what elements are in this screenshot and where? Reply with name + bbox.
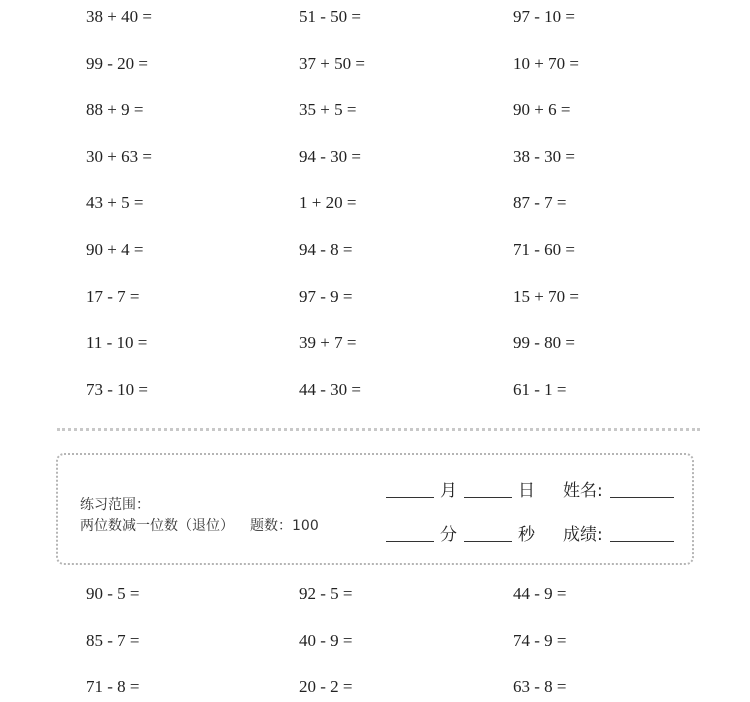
dotted-divider	[57, 428, 700, 431]
math-problem: 63 - 8 =	[513, 677, 567, 697]
problem-row	[0, 582, 750, 606]
problem-row	[0, 331, 750, 355]
math-problem: 99 - 20 =	[86, 53, 148, 73]
score-label: 成绩:	[563, 525, 603, 545]
math-problem: 99 - 80 =	[513, 333, 575, 353]
math-problem: 44 - 30 =	[299, 379, 361, 399]
range-label: 练习范围：	[80, 497, 150, 513]
math-problem: 38 + 40 =	[86, 7, 152, 26]
math-problem: 74 - 9 =	[513, 630, 567, 650]
range-description	[80, 515, 319, 535]
problem-row	[0, 145, 750, 169]
range-topic: 两位数减一位数（退位）	[80, 518, 234, 534]
problem-row	[0, 5, 750, 29]
worksheet-header	[56, 453, 694, 565]
math-problem: 20 - 2 =	[299, 677, 353, 697]
math-problem: 30 + 63 =	[86, 146, 152, 166]
math-problem: 87 - 7 =	[513, 193, 567, 213]
math-problem: 38 - 30 =	[513, 146, 575, 166]
problem-row	[0, 238, 750, 262]
math-problem: 88 + 9 =	[86, 100, 144, 120]
second-blank[interactable]	[464, 541, 512, 542]
problem-row	[0, 285, 750, 309]
math-problem: 43 + 5 =	[86, 193, 144, 213]
minute-label: 分	[440, 525, 457, 545]
math-problem: 1 + 20 =	[299, 193, 357, 213]
problem-row	[0, 191, 750, 215]
math-problem: 11 - 10 =	[86, 333, 148, 353]
math-problem: 97 - 9 =	[299, 286, 353, 306]
name-label: 姓名:	[563, 481, 603, 501]
math-problem: 94 - 8 =	[299, 240, 353, 259]
math-problem: 85 - 7 =	[86, 630, 140, 650]
math-problem: 44 - 9 =	[513, 584, 567, 603]
month-label: 月	[440, 481, 457, 501]
math-problem: 15 + 70 =	[513, 286, 579, 306]
math-problem: 17 - 7 =	[86, 286, 140, 306]
math-problem: 90 + 4 =	[86, 240, 144, 259]
math-problem: 97 - 10 =	[513, 7, 575, 26]
math-problem: 90 + 6 =	[513, 100, 571, 120]
math-problem: 73 - 10 =	[86, 379, 148, 399]
math-problem: 10 + 70 =	[513, 53, 579, 73]
day-blank[interactable]	[464, 497, 512, 498]
math-problem: 71 - 8 =	[86, 677, 140, 697]
problem-row	[0, 98, 750, 122]
math-problem: 51 - 50 =	[299, 7, 361, 26]
math-problem: 37 + 50 =	[299, 53, 365, 73]
math-problem: 35 + 5 =	[299, 100, 357, 120]
name-blank[interactable]	[610, 497, 674, 498]
problem-row	[0, 378, 750, 402]
second-label: 秒	[518, 525, 535, 545]
math-problem: 90 - 5 =	[86, 584, 140, 603]
math-problem: 92 - 5 =	[299, 584, 353, 603]
math-problem: 39 + 7 =	[299, 333, 357, 353]
problem-row	[0, 629, 750, 653]
problem-row	[0, 675, 750, 699]
math-problem: 40 - 9 =	[299, 630, 353, 650]
math-problem: 94 - 30 =	[299, 146, 361, 166]
minute-blank[interactable]	[386, 541, 434, 542]
month-blank[interactable]	[386, 497, 434, 498]
day-label: 日	[518, 481, 535, 501]
math-problem: 61 - 1 =	[513, 379, 567, 399]
score-blank[interactable]	[610, 541, 674, 542]
problem-row	[0, 52, 750, 76]
problem-count: 题数：100	[250, 518, 319, 534]
math-problem: 71 - 60 =	[513, 240, 575, 259]
